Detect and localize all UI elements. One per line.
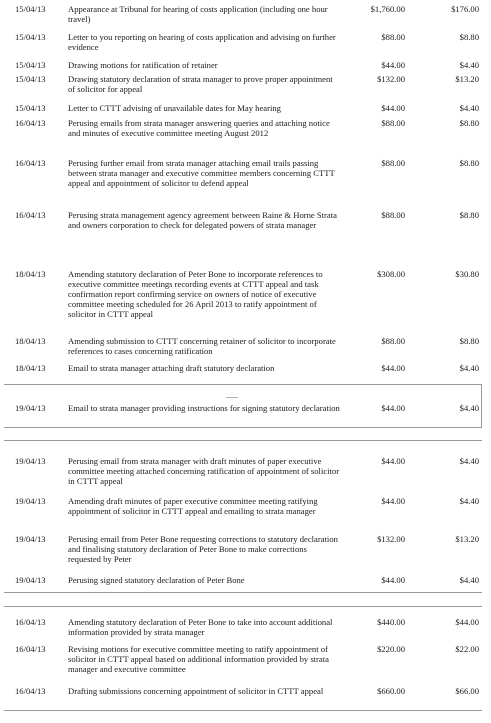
- section-divider: [4, 427, 482, 428]
- vertical-divider: [481, 384, 482, 427]
- row-gst: $8.80: [459, 336, 479, 346]
- row-amount: $440.00: [377, 617, 405, 627]
- row-gst: $176.00: [451, 4, 479, 14]
- row-date: 19/04/13: [15, 534, 46, 544]
- row-description: Perusing signed statutory declaration of Peter Bone: [68, 575, 245, 585]
- row-description: Drawing motions for ratification of retainer: [68, 60, 218, 70]
- row-date: 19/04/13: [15, 575, 46, 585]
- row-date: 15/04/13: [15, 4, 46, 14]
- row-amount: $44.00: [381, 456, 405, 466]
- section-divider: [4, 384, 482, 385]
- row-description: Perusing email from strata manager with draft minutes of paper executive committee meeting attached concerning ratification of appointment of solicitor in CTTT appeal: [68, 456, 340, 486]
- row-gst: $4.40: [459, 363, 479, 373]
- row-description: Perusing further email from strata manager attaching email trails passing between strata manager and executive committee members concerning CTTT appeal and appointment of solicitor to defend appeal: [68, 158, 335, 188]
- row-amount: $44.00: [381, 363, 405, 373]
- row-gst: $4.40: [459, 456, 479, 466]
- row-date: 19/04/13: [15, 456, 46, 466]
- row-amount: $132.00: [377, 534, 405, 544]
- row-gst: $22.00: [455, 644, 479, 654]
- row-date: 16/04/13: [15, 644, 46, 654]
- section-divider: [4, 710, 482, 711]
- row-date: 16/04/13: [15, 118, 46, 128]
- row-description: Amending statutory declaration of Peter Bone to take into account additional information provided by strata manager: [68, 617, 333, 637]
- row-description: Revising motions for executive committee meeting to ratify appointment of solicitor in CTTT appeal based on additional information provided by strata manager and executive committee: [68, 644, 329, 674]
- row-date: 18/04/13: [15, 336, 46, 346]
- row-gst: $4.40: [459, 60, 479, 70]
- row-date: 15/04/13: [15, 103, 46, 113]
- row-amount: $220.00: [377, 644, 405, 654]
- row-gst: $66.00: [455, 686, 479, 696]
- row-gst: $8.80: [459, 210, 479, 220]
- row-date: 16/04/13: [15, 686, 46, 696]
- row-gst: $13.20: [455, 534, 479, 544]
- row-gst: $4.40: [459, 496, 479, 506]
- row-amount: $88.00: [381, 210, 405, 220]
- row-description: Perusing email from Peter Bone requesting corrections to statutory declaration and finalising statutory declaration of Peter Bone to make corrections requested by Peter: [68, 534, 338, 564]
- row-date: 15/04/13: [15, 74, 46, 84]
- dash-mark: [226, 397, 238, 398]
- row-amount: $1,760.00: [370, 4, 405, 14]
- row-date: 16/04/13: [15, 617, 46, 627]
- row-gst: $8.80: [459, 32, 479, 42]
- row-gst: $30.80: [455, 269, 479, 279]
- row-amount: $44.00: [381, 496, 405, 506]
- row-description: Email to strata manager providing instructions for signing statutory declaration: [68, 403, 340, 413]
- row-description: Amending submission to CTTT concerning retainer of solicitor to incorporate references to cases concerning ratification: [68, 336, 336, 356]
- row-description: Drawing statutory declaration of strata manager to prove proper appointment of solicitor for appeal: [68, 74, 333, 94]
- row-amount: $88.00: [381, 336, 405, 346]
- section-divider: [4, 606, 482, 607]
- row-date: 15/04/13: [15, 32, 46, 42]
- row-date: 15/04/13: [15, 60, 46, 70]
- row-description: Amending statutory declaration of Peter Bone to incorporate references to executive committee meetings recording events at CTTT appeal and task confirmation report confirming service on owners of notice of executive committee meeting scheduled for 26 April 2013 to ratify appointment of solicitor in CTTT appeal: [68, 269, 323, 319]
- row-date: 19/04/13: [15, 403, 46, 413]
- row-amount: $44.00: [381, 403, 405, 413]
- row-description: Amending draft minutes of paper executive committee meeting ratifying appointment of solicitor in CTTT appeal and emailing to strata manager: [68, 496, 318, 516]
- row-date: 16/04/13: [15, 158, 46, 168]
- row-date: 18/04/13: [15, 269, 46, 279]
- row-gst: $4.40: [459, 403, 479, 413]
- row-gst: $4.40: [459, 103, 479, 113]
- row-amount: $88.00: [381, 32, 405, 42]
- section-divider: [4, 440, 482, 441]
- row-amount: $88.00: [381, 118, 405, 128]
- row-date: 16/04/13: [15, 210, 46, 220]
- section-divider: [4, 592, 482, 593]
- row-date: 19/04/13: [15, 496, 46, 506]
- row-gst: $13.20: [455, 74, 479, 84]
- row-description: Drafting submissions concerning appointment of solicitor in CTTT appeal: [68, 686, 324, 696]
- row-gst: $44.00: [455, 617, 479, 627]
- row-description: Appearance at Tribunal for hearing of costs application (including one hour travel): [68, 4, 328, 24]
- row-amount: $44.00: [381, 103, 405, 113]
- row-amount: $44.00: [381, 60, 405, 70]
- row-gst: $8.80: [459, 118, 479, 128]
- row-description: Perusing strata management agency agreement between Raine & Horne Strata and owners corporation to check for delegated powers of strata manager: [68, 210, 337, 230]
- row-amount: $44.00: [381, 575, 405, 585]
- row-date: 18/04/13: [15, 363, 46, 373]
- row-description: Letter to you reporting on hearing of costs application and advising on further evidence: [68, 32, 336, 52]
- row-gst: $4.40: [459, 575, 479, 585]
- row-description: Email to strata manager attaching draft statutory declaration: [68, 363, 275, 373]
- row-description: Perusing emails from strata manager answering queries and attaching notice and minutes of executive committee meeting August 2012: [68, 118, 330, 138]
- row-amount: $88.00: [381, 158, 405, 168]
- row-amount: $660.00: [377, 686, 405, 696]
- row-description: Letter to CTTT advising of unavailable dates for May hearing: [68, 103, 281, 113]
- row-gst: $8.80: [459, 158, 479, 168]
- row-amount: $308.00: [377, 269, 405, 279]
- row-amount: $132.00: [377, 74, 405, 84]
